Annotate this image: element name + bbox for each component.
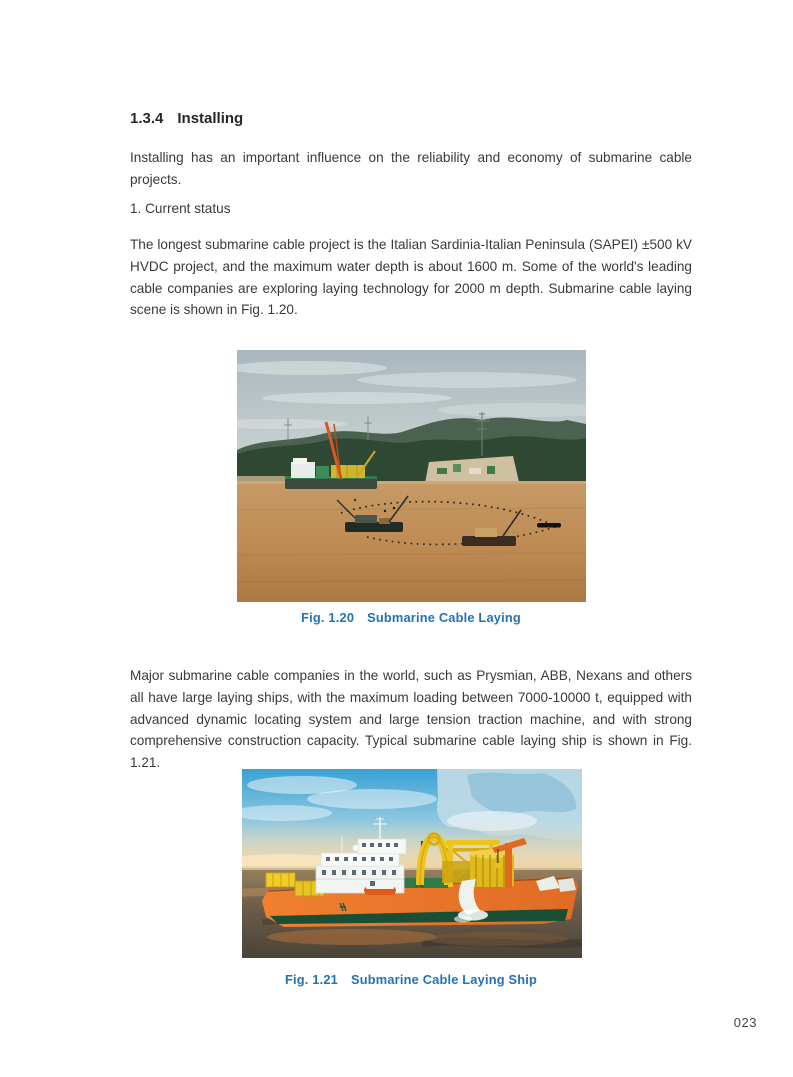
section-heading bbox=[130, 110, 692, 127]
figure-1-21-title: Submarine Cable Laying Ship bbox=[351, 972, 538, 987]
cable-laying-scene-image bbox=[237, 350, 586, 602]
radar-dome-icon bbox=[353, 845, 360, 852]
figure-1-21-caption bbox=[130, 972, 692, 987]
section-number: 1.3.4 bbox=[130, 110, 164, 127]
section-title: Installing bbox=[177, 110, 244, 127]
figure-1-21-photo bbox=[242, 769, 582, 958]
figure-1-20-title: Submarine Cable Laying bbox=[367, 610, 521, 625]
figure-1-21-label: Fig. 1.21 bbox=[284, 972, 338, 987]
cable-laying-ship-image bbox=[242, 769, 582, 958]
paragraph-installing-intro: Installing has an important influence on the reliability and economy of submarine cable projects. bbox=[130, 150, 692, 187]
paragraph-laying-ships: Major submarine cable companies in the world, such as Prysmian, ABB, Nexans and others all have large laying ships, with the maximum loading between 7000-10000 t, equipped with advanced dynamic locating system and large tension traction machine, and with strong comprehensive construction capacity. Typical submarine cable laying ship is shown in Fig. 1.21. bbox=[130, 668, 692, 771]
paragraph-current-status: The longest submarine cable project is the Italian Sardinia-Italian Peninsula (SAPEI) ±500 kV HVDC project, and the maximum water depth is about 1600 m. Some of the world's leading cable companies are exploring laying technology for 2000 m depth. Submarine cable laying scene is shown in Fig. 1.20. bbox=[130, 237, 692, 318]
subheading-current-status: 1. Current status bbox=[130, 201, 231, 216]
figure-1-20-photo bbox=[237, 350, 586, 602]
figure-1-20-label: Fig. 1.20 bbox=[301, 610, 355, 625]
figure-1-20-caption bbox=[130, 610, 692, 625]
page-number: 023 bbox=[733, 1015, 757, 1030]
